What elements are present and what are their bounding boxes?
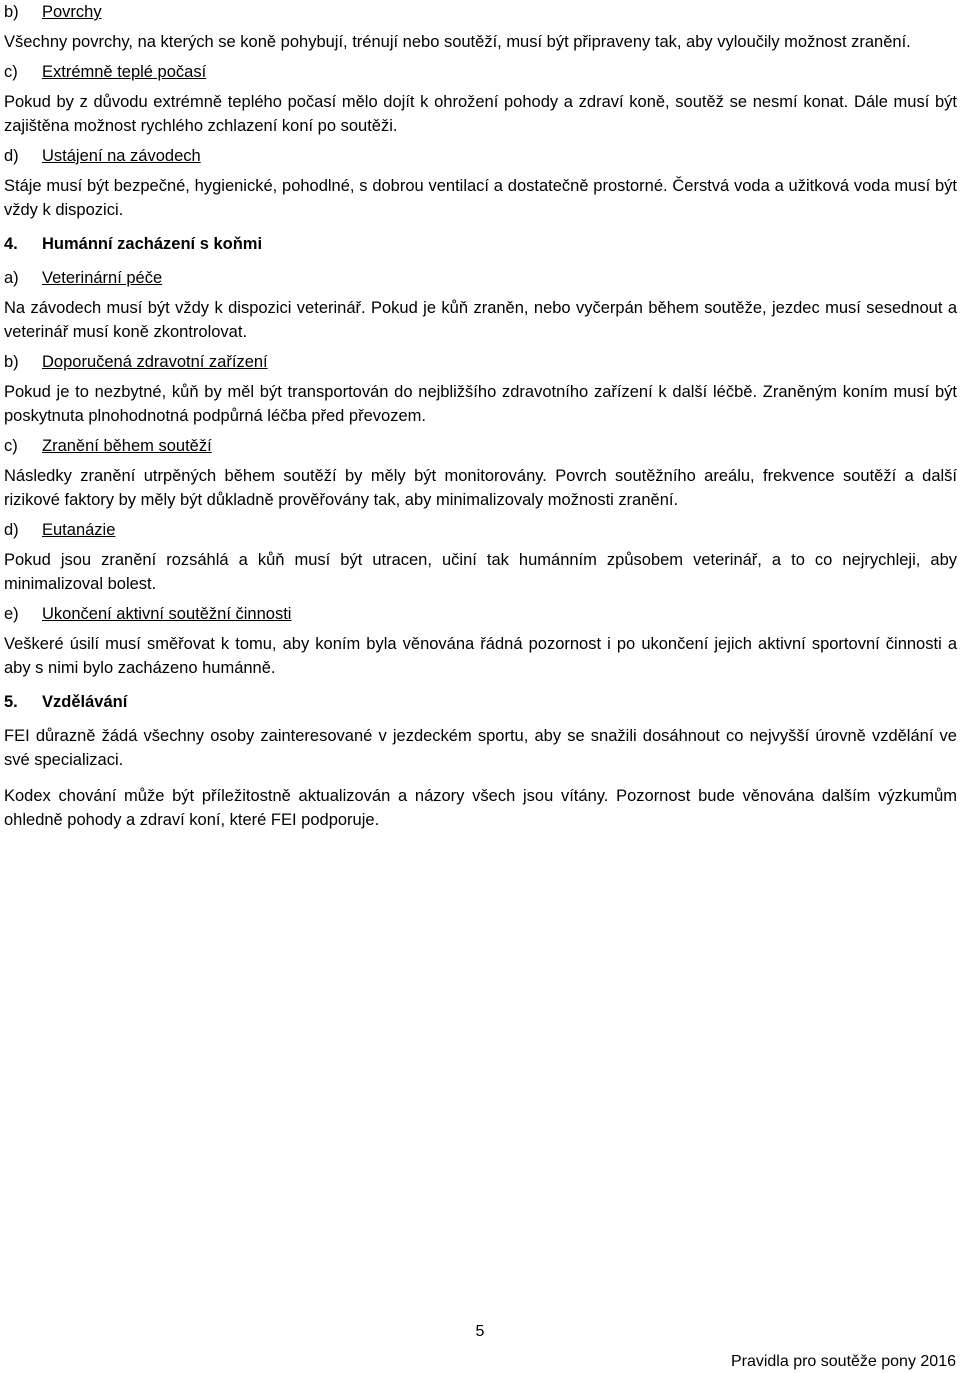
subsection-heading-euthanasia xyxy=(4,518,957,542)
section-heading-humane-treatment xyxy=(4,232,957,256)
subsection-heading-stabling xyxy=(4,144,957,168)
paragraph-stabling: Stáje musí být bezpečné, hygienické, pohodlné, s dobrou ventilací a dostatečně prostorné. Čerstvá voda a užitková voda musí být vždy k dispozici. xyxy=(4,177,957,219)
section-title: Humánní zacházení s koňmi xyxy=(42,235,263,253)
subsection-heading-retirement xyxy=(4,602,957,626)
subsection-title: Doporučená zdravotní zařízení xyxy=(42,353,268,371)
subsection-heading-injuries xyxy=(4,434,957,458)
paragraph-surfaces: Všechny povrchy, na kterých se koně pohybují, trénují nebo soutěží, musí být připraveny tak, aby vyloučily možnost zranění. xyxy=(4,33,911,51)
paragraph-euthanasia: Pokud jsou zranění rozsáhlá a kůň musí být utracen, učiní tak humánním způsobem veterinář, a to co nejrychleji, aby minimalizoval bolest. xyxy=(4,551,957,593)
section-heading-education xyxy=(4,690,957,714)
subsection-letter: c) xyxy=(4,63,18,81)
section-number: 5. xyxy=(4,693,18,711)
subsection-heading-facilities xyxy=(4,350,957,374)
page-number: 5 xyxy=(475,1323,485,1340)
subsection-heading-surfaces xyxy=(4,0,957,24)
subsection-letter: b) xyxy=(4,3,19,21)
subsection-title: Povrchy xyxy=(42,3,102,21)
subsection-letter: d) xyxy=(4,521,19,539)
subsection-letter: a) xyxy=(4,269,19,287)
section-number: 4. xyxy=(4,235,18,253)
paragraph-vet: Na závodech musí být vždy k dispozici veterinář. Pokud je kůň zraněn, nebo vyčerpán během soutěže, jezdec musí sesednout a veterinář musí koně zkontrolovat. xyxy=(4,299,957,341)
paragraph-injuries: Následky zranění utrpěných během soutěží by měly být monitorovány. Povrch soutěžního areálu, frekvence soutěží a další rizikové faktory by měly být důkladně prověřovány tak, aby minimalizovaly možnosti zranění. xyxy=(4,467,957,509)
subsection-title: Extrémně teplé počasí xyxy=(42,63,207,81)
subsection-heading-vet xyxy=(4,266,957,290)
paragraph-education-1: FEI důrazně žádá všechny osoby zainteresované v jezdeckém sportu, aby se snažili dosáhnout co nejvyšší úrovně vzdělání ve své specializaci. xyxy=(4,727,957,769)
subsection-letter: d) xyxy=(4,147,19,165)
subsection-title: Zranění během soutěží xyxy=(42,437,212,455)
paragraph-education-2: Kodex chování může být příležitostně aktualizován a názory všech jsou vítány. Pozornost bude věnována dalším výzkumům ohledně pohody a zdraví koní, které FEI podporuje. xyxy=(4,787,957,829)
paragraph-retirement: Veškeré úsilí musí směřovat k tomu, aby koním byla věnována řádná pozornost i po ukončení jejich aktivní sportovní činnosti a aby s nimi bylo zacházeno humánně. xyxy=(4,635,957,677)
subsection-letter: b) xyxy=(4,353,19,371)
paragraph-facilities: Pokud je to nezbytné, kůň by měl být transportován do nejbližšího zdravotního zařízení k další léčbě. Zraněným koním musí být poskytnuta plnohodnotná podpůrná léčba před převozem. xyxy=(4,383,957,425)
subsection-title: Ustájení na závodech xyxy=(42,147,201,165)
section-title: Vzdělávání xyxy=(42,693,128,711)
document-page xyxy=(4,0,957,842)
subsection-heading-hot-weather xyxy=(4,60,957,84)
paragraph-hot-weather: Pokud by z důvodu extrémně teplého počasí mělo dojít k ohrožení pohody a zdraví koně, soutěž se nesmí konat. Dále musí být zajištěna možnost rychlého zchlazení koní po soutěži. xyxy=(4,93,957,135)
subsection-letter: c) xyxy=(4,437,18,455)
page-footer: Pravidla pro soutěže pony 2016 xyxy=(730,1353,956,1370)
subsection-letter: e) xyxy=(4,605,19,623)
subsection-title: Ukončení aktivní soutěžní činnosti xyxy=(42,605,292,623)
subsection-title: Eutanázie xyxy=(42,521,116,539)
subsection-title: Veterinární péče xyxy=(42,269,163,287)
